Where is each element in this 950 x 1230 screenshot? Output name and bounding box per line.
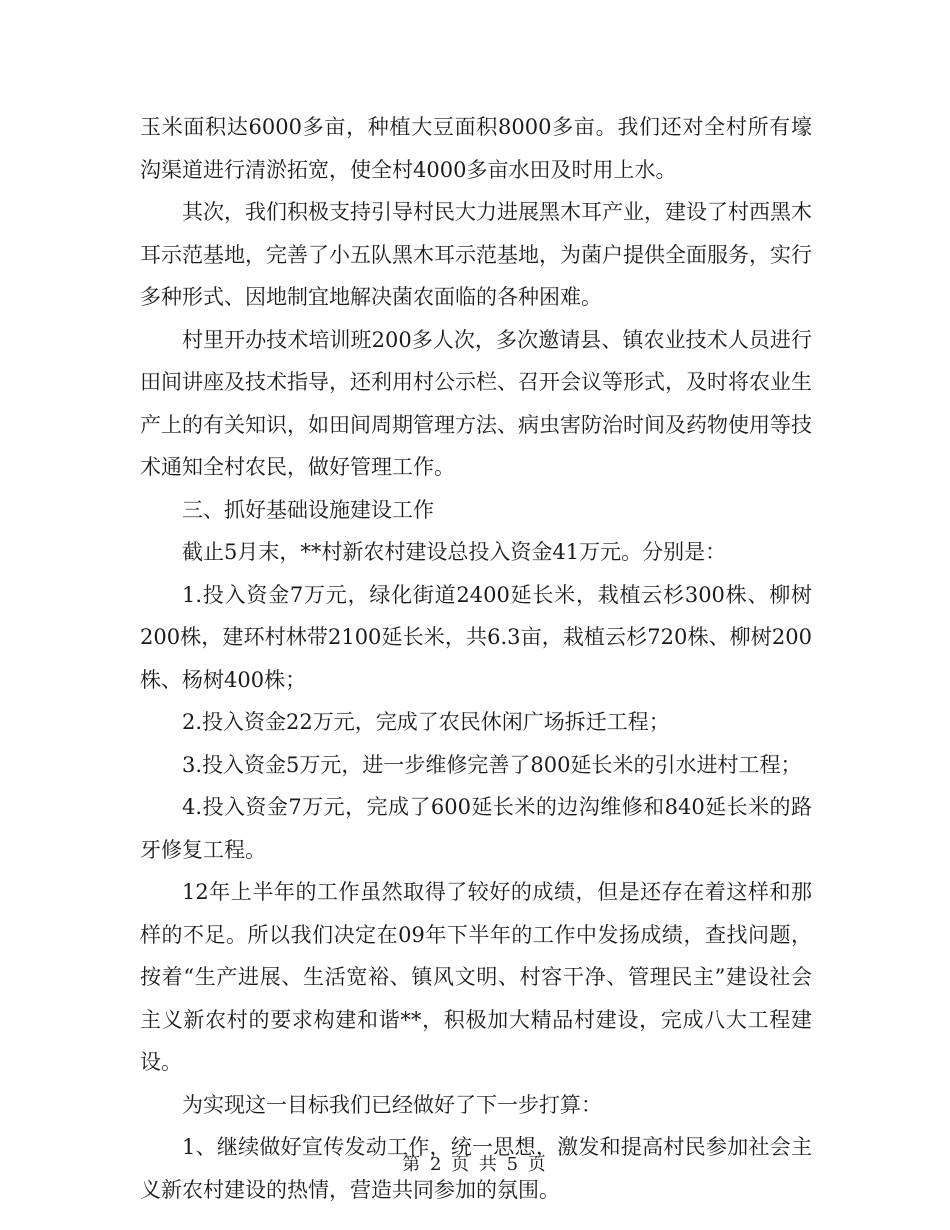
section-heading: 三、抓好基础设施建设工作 bbox=[182, 497, 434, 522]
list-item: 1.投入资金7万元，绿化街道2400延长米，栽植云杉300株、柳树200株，建环村林带2100延长米，共6.3亩，栽植云杉720株、柳树200株、杨树400株； bbox=[140, 582, 812, 692]
list-item: 2.投入资金22万元，完成了农民休闲广场拆迁工程； bbox=[182, 710, 670, 734]
list-item: 1、继续做好宣传发动工作，统一思想，激发和提高村民参加社会主义新农村建设的热情，营造共同参加的氛围。 bbox=[140, 1135, 812, 1202]
paragraph: 截止5月末，**村新农村建设总投入资金41万元。分别是： bbox=[182, 540, 727, 564]
paragraph: 其次，我们积极支持引导村民大力进展黑木耳产业，建设了村西黑木耳示范基地，完善了小五队黑木耳示范基地，为菌户提供全面服务，实行多种形式、因地制宜地解决菌农面临的各种困难。 bbox=[140, 200, 812, 309]
list-item: 4.投入资金7万元，完成了600延长米的边沟维修和840延长米的路牙修复工程。 bbox=[140, 795, 812, 862]
paragraph: 村里开办技术培训班200多人次，多次邀请县、镇农业技术人员进行田间讲座及技术指导，还利用村公示栏、召开会议等形式，及时将农业生产上的有关知识，如田间周期管理方法、病虫害防治时间及药物使用等技术通知全村农民，做好管理工作。 bbox=[140, 327, 812, 479]
paragraph: 12年上半年的工作虽然取得了较好的成绩，但是还存在着这样和那样的不足。所以我们决定在09年下半年的工作中发扬成绩，查找问题，按着“生产进展、生活宽裕、镇风文明、村容干净、管理民主”建设社会主义新农村的要求构建和谐**，积极加大精品村建设，完成八大工程建设。 bbox=[140, 880, 812, 1074]
paragraph-continued: 玉米面积达6000多亩，种植大豆面积8000多亩。我们还对全村所有壕沟渠道进行清淤拓宽，使全村4000多亩水田及时用上水。 bbox=[140, 115, 812, 182]
paragraph: 为实现这一目标我们已经做好了下一步打算： bbox=[182, 1092, 602, 1117]
list-item: 3.投入资金5万元，进一步维修完善了800延长米的引水进村工程； bbox=[182, 752, 802, 777]
document-body bbox=[140, 106, 812, 1211]
page-footer: 第 2 页 共 5 页 bbox=[402, 1154, 548, 1175]
